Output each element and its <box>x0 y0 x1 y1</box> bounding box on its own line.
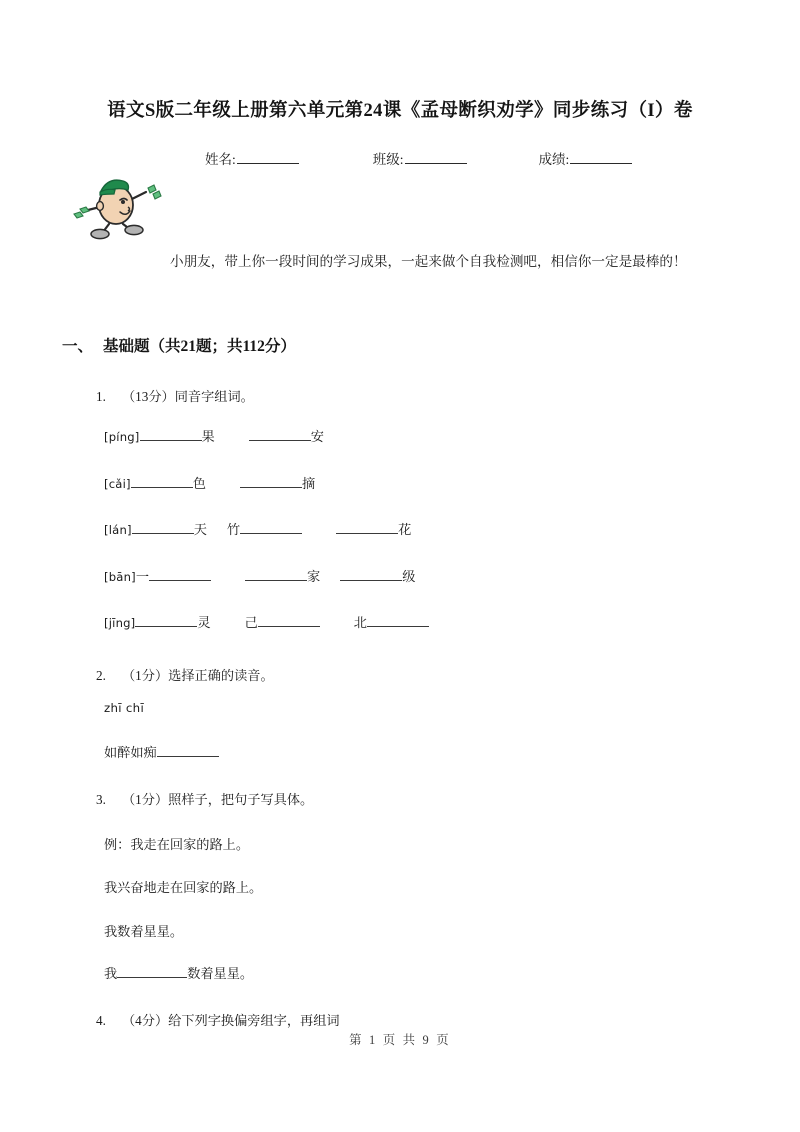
answer-blank[interactable] <box>249 428 311 441</box>
identity-row <box>205 148 725 168</box>
question-4-prompt: （4分）给下列字换偏旁组字，再组词 <box>122 1013 340 1028</box>
question-2-item-text: 如醉如痴 <box>104 745 157 760</box>
row-char: 天 <box>193 522 207 537</box>
row-char: 北 <box>353 615 367 630</box>
class-field[interactable] <box>373 148 467 168</box>
answer-blank[interactable] <box>117 965 187 978</box>
question-1-heading <box>96 386 254 405</box>
pinyin-label: [lán] <box>104 523 132 537</box>
class-label: 班级: <box>372 152 404 167</box>
answer-blank[interactable] <box>245 568 307 581</box>
mascot-illustration <box>68 166 164 240</box>
row-char: 家 <box>307 569 321 584</box>
row-char: 花 <box>398 522 412 537</box>
pinyin-label: [bān] <box>104 570 136 584</box>
question-3-example-answer: 我兴奋地走在回家的路上。 <box>104 880 263 895</box>
row-char: 己 <box>244 615 258 630</box>
question-1-number: 1. <box>96 389 106 404</box>
answer-blank[interactable] <box>132 521 194 534</box>
section-title: 基础题（共21题；共112分） <box>103 338 296 355</box>
answer-blank[interactable] <box>258 614 320 627</box>
question-3-example-label: 例：我走在回家的路上。 <box>104 837 250 852</box>
score-label: 成绩: <box>538 152 570 167</box>
answer-blank[interactable] <box>240 475 302 488</box>
page-footer: 第 1 页 共 9 页 <box>349 1033 451 1047</box>
practice-prefix: 我 <box>104 966 118 981</box>
answer-blank[interactable] <box>135 614 197 627</box>
answer-blank[interactable] <box>140 428 202 441</box>
answer-blank[interactable] <box>149 568 211 581</box>
answer-blank[interactable] <box>240 521 302 534</box>
practice-suffix: 数着星星。 <box>187 966 254 981</box>
row-char: 色 <box>192 476 206 491</box>
question-2-heading <box>96 665 274 684</box>
section-heading <box>62 334 296 356</box>
answer-blank[interactable] <box>336 521 398 534</box>
row-char: 级 <box>402 569 416 584</box>
row-char: 摘 <box>301 476 316 491</box>
answer-blank[interactable] <box>340 568 402 581</box>
question-1-row-2 <box>104 473 315 492</box>
intro-paragraph: 小朋友，带上你一段时间的学习成果，一起来做个自我检测吧，相信你一定是最棒的！ <box>170 254 687 269</box>
section-number: 一、 <box>62 338 94 355</box>
question-1-row-3 <box>104 519 411 538</box>
question-1-row-1 <box>104 426 324 445</box>
row-char: 一 <box>135 569 150 584</box>
question-4-heading <box>96 1010 340 1029</box>
page-title: 语文S版二年级上册第六单元第24课《孟母断织劝学》同步练习（I）卷 <box>107 101 693 121</box>
question-3-practice-prompt: 我数着星星。 <box>104 924 184 939</box>
answer-blank[interactable] <box>131 475 193 488</box>
question-1-row-4 <box>104 566 415 585</box>
name-label: 姓名: <box>205 152 236 167</box>
question-1-prompt: （13分）同音字组词。 <box>122 389 254 404</box>
question-2-item <box>104 742 219 761</box>
name-blank[interactable] <box>237 150 299 164</box>
question-3-practice-line <box>104 963 253 982</box>
row-char: 果 <box>201 429 215 444</box>
score-field[interactable] <box>539 148 633 168</box>
name-field[interactable] <box>205 148 299 168</box>
question-3-prompt: （1分）照样子，把句子写具体。 <box>122 792 314 807</box>
row-char: 灵 <box>197 615 211 630</box>
question-3-number: 3. <box>96 792 106 807</box>
question-3-heading <box>96 789 313 808</box>
score-blank[interactable] <box>570 150 632 164</box>
pinyin-label: [cǎi] <box>104 477 131 491</box>
question-2-options[interactable]: zhī chī <box>104 701 145 715</box>
question-2-prompt: （1分）选择正确的读音。 <box>122 668 274 683</box>
answer-blank[interactable] <box>157 744 219 757</box>
row-char: 安 <box>310 429 324 444</box>
question-2-number: 2. <box>96 668 106 683</box>
class-blank[interactable] <box>405 150 467 164</box>
pinyin-label: [jīng] <box>104 616 136 630</box>
question-4-number: 4. <box>96 1013 106 1028</box>
pinyin-label: [píng] <box>104 430 140 444</box>
row-char: 竹 <box>226 522 241 537</box>
question-1-row-5 <box>104 612 429 631</box>
answer-blank[interactable] <box>367 614 429 627</box>
